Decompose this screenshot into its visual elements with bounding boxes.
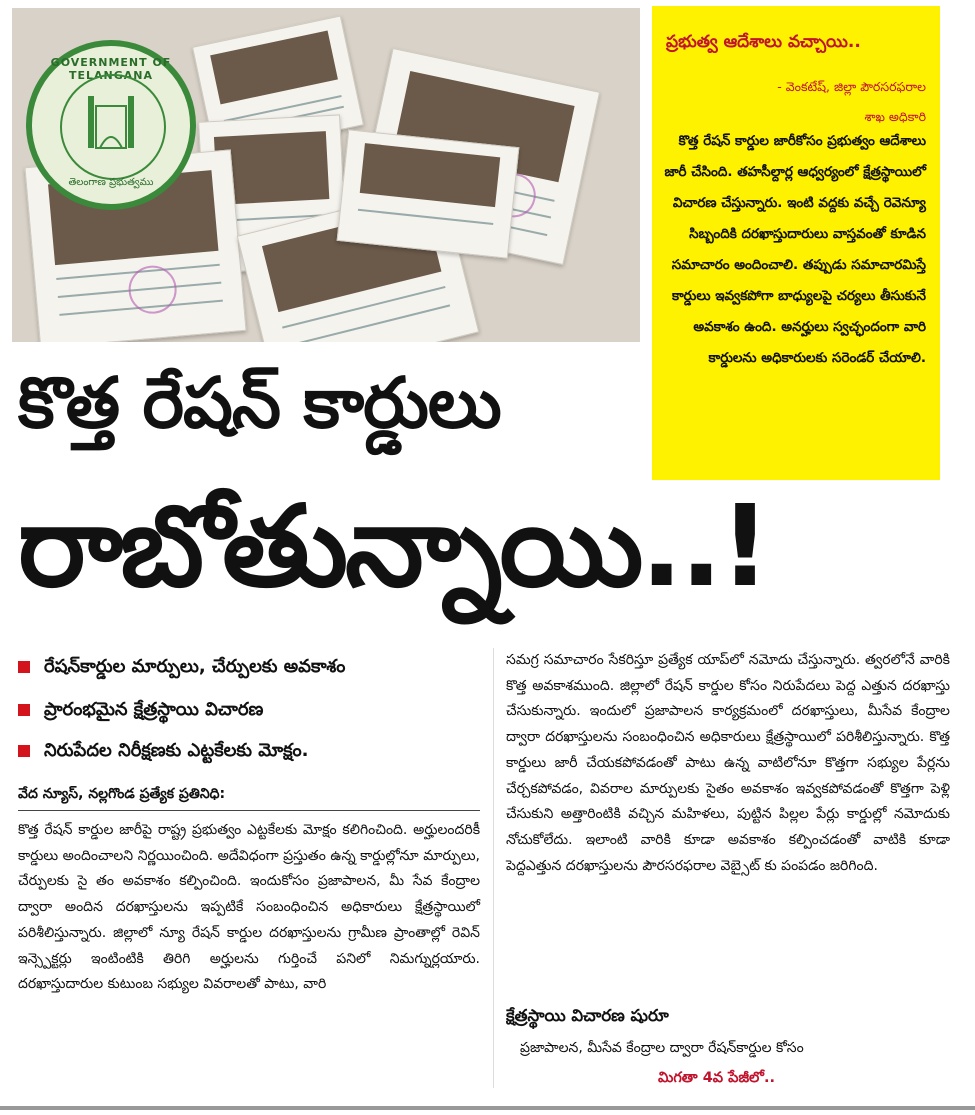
headline-line-2: రాబోతున్నాయి..! xyxy=(18,482,768,612)
byline: వేద న్యూస్, నల్లగొండ ప్రత్యేక ప్రతినిధి: xyxy=(18,786,226,802)
bullet-item xyxy=(18,656,345,681)
official-quote-box xyxy=(652,6,940,480)
section-subheading: క్షేత్రస్థాయి విచారణ షురూ xyxy=(506,1006,669,1025)
quote-box-heading: ప్రభుత్వ ఆదేశాలు వచ్చాయి.. xyxy=(666,32,861,52)
telangana-emblem-logo xyxy=(26,40,196,210)
red-square-bullet-icon xyxy=(18,661,30,673)
section-subheading-body: ప్రజాపాలన, మీసేవ కేంద్రాల ద్వారా రేషన్‌కార్డుల కోసం xyxy=(520,1040,804,1056)
attribution-line-2: శాఖ అధికారి xyxy=(864,109,926,124)
quote-box-attribution xyxy=(777,72,926,132)
red-square-bullet-icon xyxy=(18,704,30,716)
headline-line-1: కొత్త రేషన్ కార్డులు xyxy=(18,362,501,444)
article-body-right-column: సమగ్ర సమాచారం సేకరిస్తూ ప్రత్యేక యాప్‌లో నమోదు చేస్తున్నారు. త్వరలోనే వారికి కొత్త అవకాశముంది. జిల్లాలో రేషన్ కార్డుల కోసం నిరుపేదలు పెద్ద ఎత్తున దరఖాస్తు చేసుకున్నారు. ఇందులో ప్రజాపాలన కార్యక్రమంలో దరఖాస్తులు, మీసేవ కేంద్రాల ద్వారా దరఖాస్తులను సంబంధించిన అధికారులు క్షేత్రస్థాయిలో పరిశీలిస్తున్నారు. కొత్త కార్డులు జారీ చేయకపోవడంతో పాటు ఉన్న వాటిలోనూ కొత్తగా సభ్యుల పేర్లను చేర్చకపోవడం, వివరాల మార్పులకు సైతం అవకాశం ఇవ్వకపోవడంతో కొత్తగా పెళ్లి చేసుకుని అత్తారింటికి వచ్చిన మహిళలు, పుట్టిన పిల్లల పేర్లు కార్డుల్లో నమోదుకు నోచుకోలేదు. ఇలాంటి వారికి కూడా అవకాశం కల్పించడంతో వాటికి కూడా పెద్దఎత్తున దరఖాస్తులను పౌరసరఫరాల వెబ్సైట్ కు పంపడం జరిగింది. xyxy=(506,652,950,874)
column-divider xyxy=(493,648,494,1088)
article-body-left-column: కొత్త రేషన్ కార్డుల జారీపై రాష్ట్ర ప్రభుత్వం ఎట్టకేలకు మోక్షం కలిగించింది. అర్హులందరికీ కార్డులు అందించాలని నిర్ణయించింది. అదేవిధంగా ప్రస్తుతం ఉన్న కార్డుల్లోనూ మార్పులు, చేర్పులకు సై తం అవకాశం కల్పించింది. ఇందుకోసం ప్రజాపాలన, మీ సేవ కేంద్రాల ద్వారా అందిన దరఖాస్తులను ఇప్పటికే సంబంధించిన అధికారులు క్షేత్రస్థాయిలో పరిశీలిస్తున్నారు. జిల్లాలో న్యూ రేషన్ కార్డుల దరఖాస్తులను గ్రామీణ ప్రాంతాల్లో రెవిన్ ఇన్స్పెక్టర్లు ఇంటింటికి తిరిగి అర్హులను గుర్తించే పనిలో నిమగ్నుర్లయారు. దరఖాస్తుదారుల కుటుంబ సభ్యుల వివరాలతో పాటు, వారి xyxy=(18,822,480,993)
attribution-line-1: - వెంకటేష్, జిల్లా పౌరసరఫరాల xyxy=(777,79,926,94)
quote-box-body: కొత్త రేషన్ కార్డుల జారీకోసం ప్రభుత్వం ఆదేశాలు జారీ చేసింది. తహసీల్దార్ల ఆధ్వర్యంలో క్షేత్రస్థాయిలో విచారణ చేస్తున్నారు. ఇంటి వద్దకు వచ్చే రెవెన్యూ సిబ్బందికి దరఖాస్తుదారులు వాస్తవంతో కూడిన సమాచారం అందించాలి. తప్పుడు సమాచారమిస్తే కార్డులు ఇవ్వకపోగా బాధ్యులపై చర్యలు తీసుకునే అవకాశం ఉంది. అనర్హులు స్వచ్ఛందంగా వారి కార్డులను అధికారులకు సరెండర్ చేయాలి. xyxy=(664,133,926,366)
bullet-item xyxy=(18,740,308,765)
charminar-emblem-icon xyxy=(60,74,166,180)
continued-on-page-note: మిగతా 4వ పేజీలో.. xyxy=(658,1070,775,1086)
bullet-item xyxy=(18,699,263,724)
bullet-text: రేషన్‌కార్డుల మార్పులు, చేర్పులకు అవకాశం xyxy=(44,656,346,677)
logo-text-top: GOVERNMENT OF TELANGANA xyxy=(50,56,172,82)
red-square-bullet-icon xyxy=(18,745,30,757)
ration-card xyxy=(337,129,520,258)
byline-divider xyxy=(18,810,480,811)
bullet-text: ప్రారంభమైన క్షేత్రస్థాయి విచారణ xyxy=(44,699,264,720)
bottom-rule xyxy=(0,1106,975,1110)
logo-text-bottom: తెలంగాణ ప్రభుత్వము xyxy=(68,177,154,188)
bullet-text: నిరుపేదల నిరీక్షణకు ఎట్టకేలకు మోక్షం. xyxy=(44,740,309,761)
